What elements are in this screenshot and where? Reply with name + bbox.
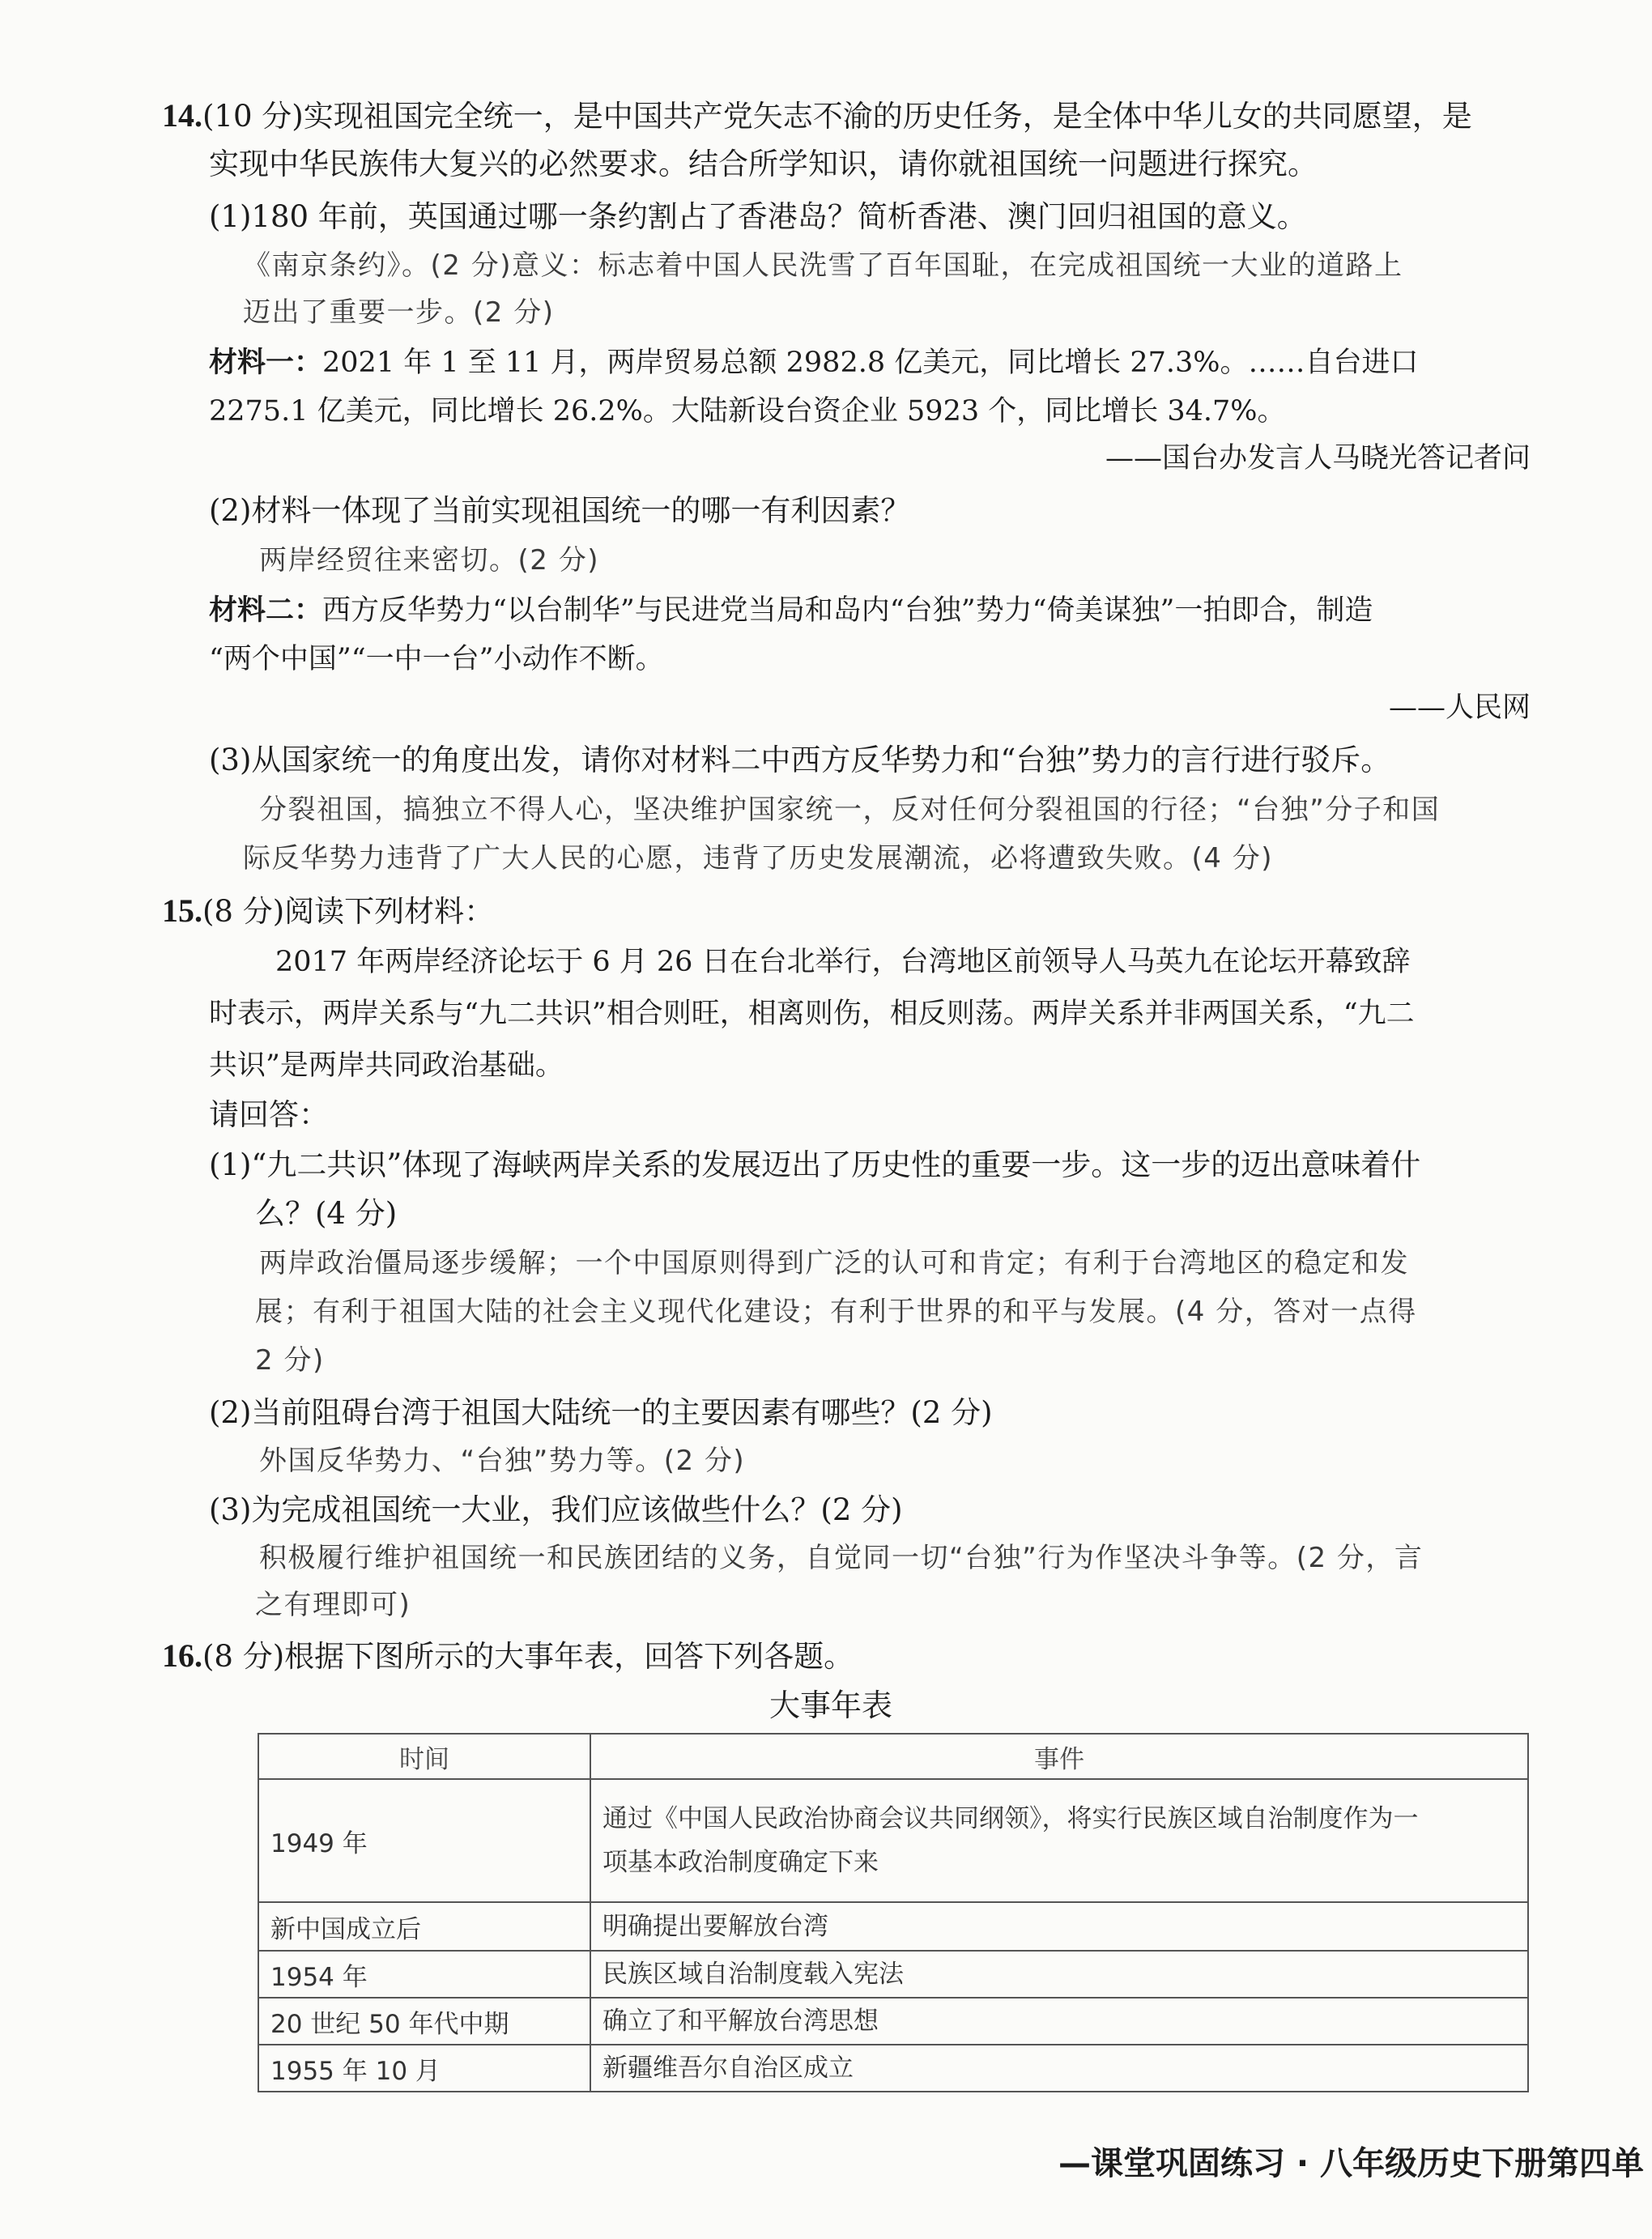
q16-number: 16. bbox=[162, 1637, 202, 1674]
table-title: 大事年表 bbox=[769, 1688, 893, 1723]
q14-stem-line2: 实现中华民族伟大复兴的必然要求。结合所学知识，请你就祖国统一问题进行探究。 bbox=[209, 147, 1318, 181]
material1-label: 材料一： bbox=[209, 347, 323, 379]
table-row bbox=[258, 1779, 1528, 1902]
q14-sub3-answer-line2: 际反华势力违背了广大人民的心愿，违背了历史发展潮流，必将遭致失败。(4 分) bbox=[243, 842, 1273, 875]
row-time: 新中国成立后 bbox=[258, 1902, 590, 1951]
q14-sub1-answer-line2: 迈出了重要一步。(2 分) bbox=[243, 296, 555, 329]
table-row bbox=[258, 1998, 1528, 2045]
q14-material1-line2: 2275.1 亿美元，同比增长 26.2%。大陆新设台资企业 5923 个，同比增长 34.7%。 bbox=[209, 395, 1286, 428]
q15-prompt: 请回答： bbox=[209, 1097, 329, 1132]
q15-material-line2: 时表示，两岸关系与“九二共识”相合则旺，相离则伤，相反则荡。两岸关系并非两国关系，“九二 bbox=[209, 998, 1415, 1030]
q14-sub3-question: (3)从国家统一的角度出发，请你对材料二中西方反华势力和“台独”势力的言行进行驳斥。 bbox=[209, 743, 1391, 777]
material2-label: 材料二： bbox=[209, 594, 323, 627]
row-time: 20 世纪 50 年代中期 bbox=[258, 1998, 590, 2045]
q15-sub1-question-line2: 么？(4 分) bbox=[255, 1196, 398, 1231]
q15-sub3-question: (3)为完成祖国统一大业，我们应该做些什么？(2 分) bbox=[209, 1492, 903, 1527]
table-row bbox=[258, 1951, 1528, 1998]
q14-number: 14. bbox=[162, 97, 202, 134]
table-row bbox=[258, 2045, 1528, 2092]
q15-material-line3: 共识”是两岸共同政治基础。 bbox=[209, 1049, 564, 1082]
q14-material2-source: ——人民网 bbox=[1388, 692, 1531, 724]
q14-sub2-answer: 两岸经贸往来密切。(2 分) bbox=[259, 544, 599, 577]
q14-material2-line1: 材料二：西方反华势力“以台制华”与民进党当局和岛内“台独”势力“倚美谋独”一拍即合，制造 bbox=[209, 594, 1373, 627]
q14-sub1-question: (1)180 年前，英国通过哪一条约割占了香港岛？简析香港、澳门回归祖国的意义。 bbox=[209, 199, 1307, 234]
row-event: 新疆维吾尔自治区成立 bbox=[590, 2045, 1528, 2092]
row-event: 民族区域自治制度载入宪法 bbox=[590, 1951, 1528, 1998]
q15-number: 15. bbox=[162, 892, 202, 929]
row-event: 确立了和平解放台湾思想 bbox=[590, 1998, 1528, 2045]
events-table bbox=[258, 1733, 1529, 2092]
row-time: 1955 年 10 月 bbox=[258, 2045, 590, 2092]
q14-material2-line2: “两个中国”“一中一台”小动作不断。 bbox=[209, 643, 664, 675]
q15-sub2-question: (2)当前阻碍台湾于祖国大陆统一的主要因素有哪些？(2 分) bbox=[209, 1395, 993, 1430]
table-row bbox=[258, 1902, 1528, 1951]
q16-stem: 16.(8 分)根据下图所示的大事年表，回答下列各题。 bbox=[162, 1637, 854, 1674]
row-time: 1949 年 bbox=[258, 1779, 590, 1902]
q14-sub1-answer-line1: 《南京条约》。(2 分)意义：标志着中国人民洗雪了百年国耻，在完成祖国统一大业的道路上 bbox=[243, 249, 1403, 282]
q15-sub2-answer: 外国反华势力、“台独”势力等。(2 分) bbox=[259, 1445, 746, 1477]
q14-stem-line1: 14.(10 分)实现祖国完全统一，是中国共产党矢志不渝的历史任务，是全体中华儿女的共同愿望，是 bbox=[162, 97, 1472, 134]
q15-sub3-answer-line2: 之有理即可) bbox=[255, 1589, 411, 1621]
q15-sub1-answer-line1: 两岸政治僵局逐步缓解；一个中国原则得到广泛的认可和肯定；有利于台湾地区的稳定和发 bbox=[259, 1247, 1409, 1279]
header-time: 时间 bbox=[258, 1734, 590, 1779]
q14-sub2-question: (2)材料一体现了当前实现祖国统一的哪一有利因素？ bbox=[209, 493, 911, 528]
row-event: 明确提出要解放台湾 bbox=[590, 1902, 1528, 1951]
q15-material-line1: 2017 年两岸经济论坛于 6 月 26 日在台北举行，台湾地区前领导人马英九在论坛开幕致辞 bbox=[275, 946, 1411, 978]
q15-sub1-answer-line2: 展；有利于祖国大陆的社会主义现代化建设；有利于世界的和平与发展。(4 分，答对一点得 bbox=[255, 1296, 1417, 1328]
q14-material1-line1: 材料一：2021 年 1 至 11 月，两岸贸易总额 2982.8 亿美元，同比增长 27.3%。……自台进口 bbox=[209, 347, 1419, 379]
row-event: 通过《中国人民政治协商会议共同纲领》，将实行民族区域自治制度作为一 项基本政治制度确定下来 bbox=[590, 1779, 1528, 1902]
q14-sub3-answer-line1: 分裂祖国，搞独立不得人心，坚决维护国家统一，反对任何分裂祖国的行径；“台独”分子和国 bbox=[259, 794, 1441, 826]
header-event: 事件 bbox=[590, 1734, 1528, 1779]
q14-material1-source: ——国台办发言人马晓光答记者问 bbox=[1105, 442, 1531, 475]
table-header-row bbox=[258, 1734, 1528, 1779]
page-footer: —课堂巩固练习 · 八年级历史下册第四单 bbox=[1058, 2145, 1644, 2182]
q15-sub1-answer-line3: 2 分) bbox=[255, 1344, 325, 1377]
q15-stem: 15.(8 分)阅读下列材料： bbox=[162, 892, 495, 929]
q15-sub3-answer-line1: 积极履行维护祖国统一和民族团结的义务，自觉同一切“台独”行为作坚决斗争等。(2 分，言 bbox=[259, 1542, 1424, 1574]
row-time: 1954 年 bbox=[258, 1951, 590, 1998]
q15-sub1-question-line1: (1)“九二共识”体现了海峡两岸关系的发展迈出了历史性的重要一步。这一步的迈出意味着什 bbox=[209, 1147, 1421, 1182]
